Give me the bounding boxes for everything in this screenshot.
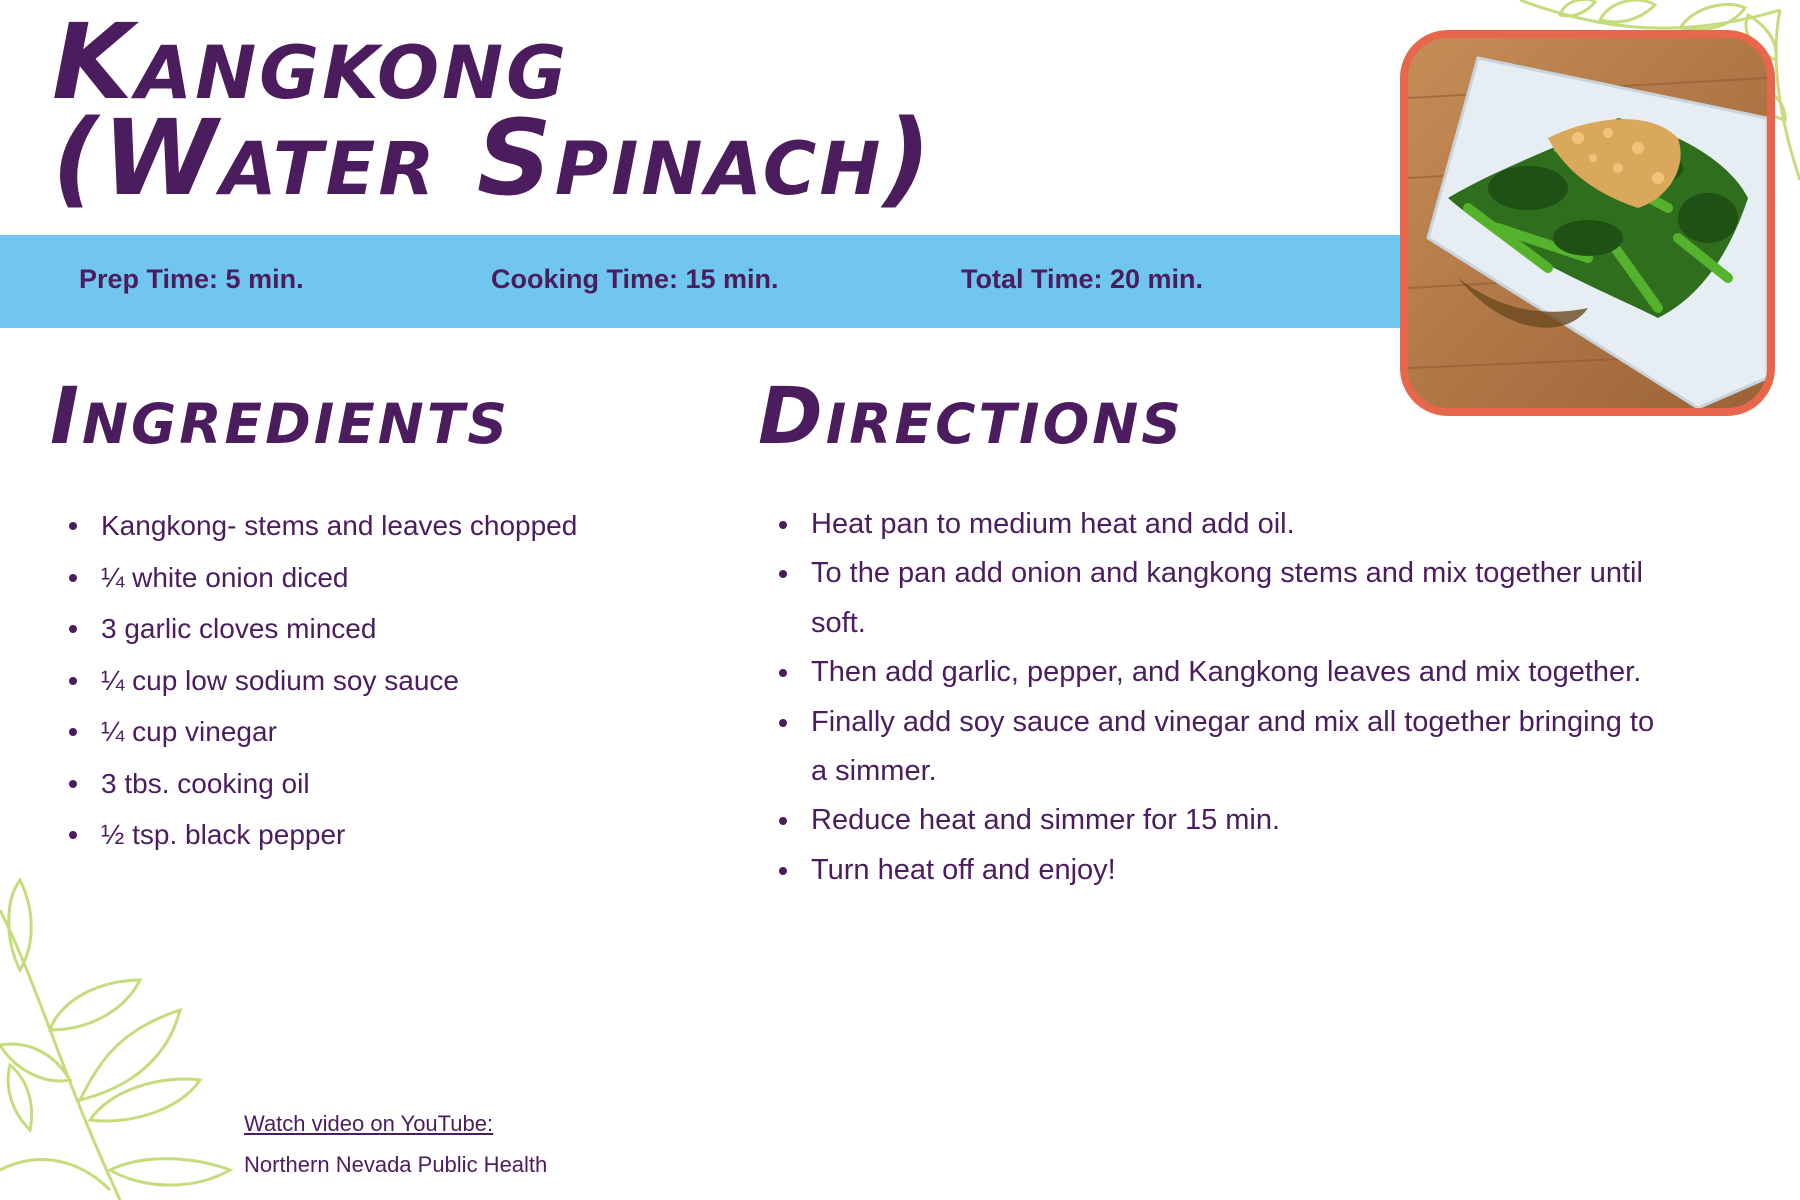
ingredient-item-text: 3 tbs. cooking oil [101,767,310,799]
ingredient-item-text: ¼ cup low sodium soy sauce [101,664,459,696]
total-time: Total Time: 20 min. [961,264,1204,294]
direction-step [777,549,1677,648]
direction-step-text: Reduce heat and simmer for 15 min. [811,804,1281,837]
ingredient-item-text: ½ tsp. black pepper [101,819,346,850]
ingredient-item [67,552,627,604]
bullet-dot-icon [69,625,77,633]
directions-list [777,500,1677,895]
bullet-dot-icon [69,522,77,530]
leaf-decoration-bottom-left [0,870,240,1200]
dish-photo [1400,30,1775,416]
ingredients-list [67,500,627,861]
bullet-dot-icon [779,867,787,875]
directions-heading: Directions [758,372,1184,462]
bullet-dot-icon [69,831,77,839]
direction-step-text: Heat pan to medium heat and add oil. [811,508,1295,540]
ingredient-item [67,500,627,552]
time-bar [0,235,1420,328]
ingredient-item [67,758,627,810]
ingredient-item [67,655,627,707]
direction-step-text: Turn heat off and enjoy! [811,853,1116,886]
ingredient-item-text: ¼ white onion diced [101,561,349,593]
bullet-dot-icon [779,669,787,677]
recipe-title [52,1,934,219]
direction-step-text: To the pan add onion and kangkong stems and mix together until soft. [811,557,1643,639]
bullet-dot-icon [69,728,77,736]
ingredient-item-text: 3 garlic cloves minced [101,613,377,644]
cooking-time: Cooking Time: 15 min. [491,264,779,294]
bullet-dot-icon [779,719,787,727]
ingredient-item-text: Kangkong- stems and leaves chopped [101,510,578,541]
direction-step [777,500,1677,549]
direction-step-text: Finally add soy sauce and vinegar and mix all together bringing to a simmer. [811,705,1655,788]
direction-step [777,846,1677,895]
bullet-dot-icon [69,780,77,788]
recipe-title-line1: Kangkong [52,1,570,123]
ingredient-item [67,603,627,655]
dish-photo-illustration [1408,38,1767,408]
bullet-dot-icon [779,521,787,529]
ingredients-heading: Ingredients [50,372,510,462]
direction-step [777,648,1677,697]
bullet-dot-icon [69,574,77,582]
ingredient-item [67,706,627,758]
video-source-name: Northern Nevada Public Health [244,1152,548,1177]
bullet-dot-icon [779,570,787,578]
direction-step [777,698,1677,797]
bullet-dot-icon [69,677,77,685]
recipe-title-line2: (Water Spinach) [52,97,934,219]
direction-step [777,796,1677,845]
youtube-video-link[interactable]: Watch video on YouTube: [244,1111,494,1136]
direction-step-text: Then add garlic, pepper, and Kangkong leaves and mix together. [811,656,1642,689]
ingredient-item-text: ¼ cup vinegar [101,716,277,747]
bullet-dot-icon [779,817,787,825]
ingredient-item [67,809,627,861]
prep-time: Prep Time: 5 min. [79,264,304,294]
